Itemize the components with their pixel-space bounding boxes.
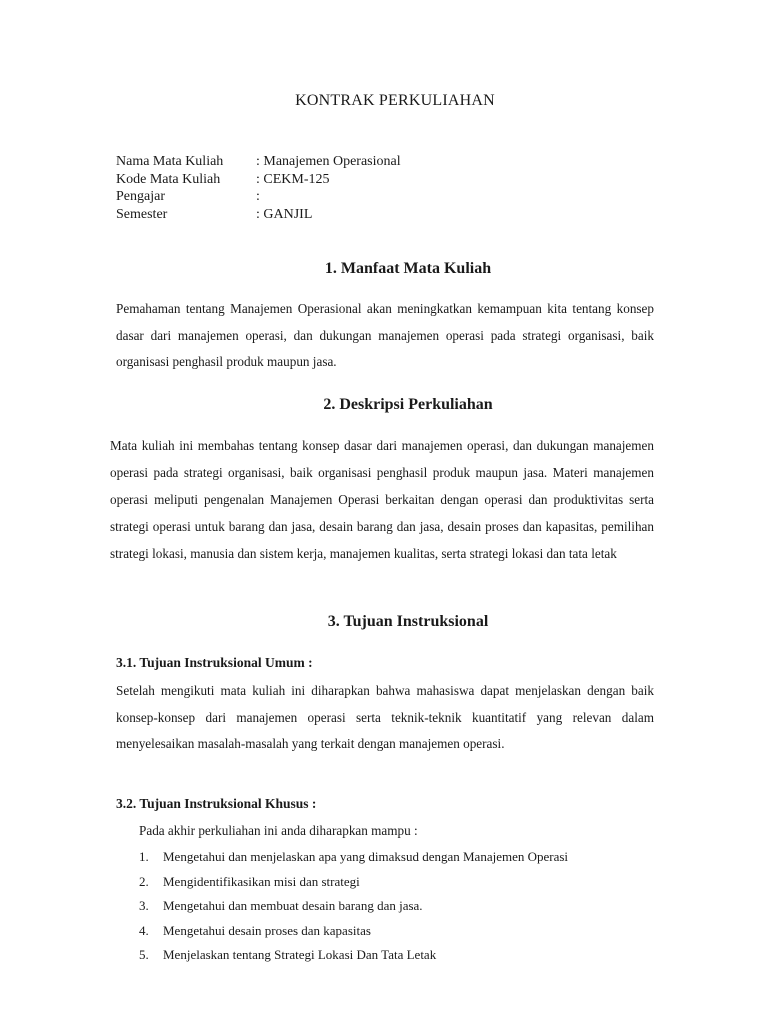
info-row-course-name <box>116 153 401 171</box>
list-item-text: Mengetahui desain proses dan kapasitas <box>163 922 371 938</box>
info-label: Pengajar <box>116 189 165 204</box>
list-item-number: 5. <box>139 947 149 962</box>
list-item <box>139 943 568 968</box>
section-heading-description: 2. Deskripsi Perkuliahan <box>323 396 493 413</box>
info-label: Kode Mata Kuliah <box>116 171 221 187</box>
info-value <box>256 188 260 206</box>
section-text-description: Mata kuliah ini membahas tentang konsep dasar dari manajemen operasi, dan dukungan manajemen operasi pada strategi organisasi, baik organisasi penghasil produk maupun jasa. Materi manajemen operasi meliputi pengenalan Manajemen Operasi berkaitan dengan operasi dan produktivitas serta strategi operasi untuk barang dan jasa, desain barang dan jasa, desain proses dan kapasitas, pemilihan strategi lokasi, manusia dan sistem kerja, manajemen kualitas, serta strategi lokasi dan tata letak <box>110 438 654 561</box>
list-item <box>139 894 568 919</box>
section-heading-benefits: 1. Manfaat Mata Kuliah <box>324 260 492 277</box>
subsection-intro-specific: Pada akhir perkuliahan ini anda diharapkan mampu : <box>139 823 418 838</box>
info-value: : GANJIL <box>256 206 312 224</box>
subsection-heading-general: 3.1. Tujuan Instruksional Umum : <box>116 655 313 670</box>
list-item-text: Mengidentifikasikan misi dan strategi <box>163 873 360 889</box>
course-info <box>116 153 401 223</box>
list-item-number: 2. <box>139 873 149 889</box>
info-value: : CEKM-125 <box>256 171 330 189</box>
section-heading-objectives: 3. Tujuan Instruksional <box>327 613 489 630</box>
list-item <box>139 845 568 870</box>
document-title: KONTRAK PERKULIAHAN <box>295 92 495 109</box>
info-row-lecturer <box>116 188 401 206</box>
info-label: Semester <box>116 206 168 222</box>
info-label: Nama Mata Kuliah <box>116 154 224 169</box>
list-item <box>139 919 568 944</box>
info-value: : Manajemen Operasional <box>256 153 401 171</box>
subsection-heading-specific: 3.2. Tujuan Instruksional Khusus : <box>116 796 317 811</box>
info-row-course-code <box>116 171 401 189</box>
list-item-text: Menjelaskan tentang Strategi Lokasi Dan Tata Letak <box>163 947 437 962</box>
objectives-list <box>139 845 568 968</box>
list-item-text: Mengetahui dan menjelaskan apa yang dimaksud dengan Manajemen Operasi <box>163 849 569 864</box>
list-item-text: Mengetahui dan membuat desain barang dan jasa. <box>163 898 423 913</box>
list-item <box>139 870 568 895</box>
info-row-semester <box>116 206 401 224</box>
list-item-number: 3. <box>139 898 149 913</box>
section-text-benefits: Pemahaman tentang Manajemen Operasional akan meningkatkan kemampuan kita tentang konsep dasar dari manajemen operasi, dan dukungan manajemen operasi pada strategi organisasi, baik organisasi penghasil produk maupun jasa. <box>116 301 654 369</box>
list-item-number: 1. <box>139 849 149 864</box>
subsection-text-general: Setelah mengikuti mata kuliah ini diharapkan bahwa mahasiswa dapat menjelaskan dengan baik konsep-konsep dari manajemen operasi serta teknik-teknik kuantitatif yang relevan dalam menyelesaikan masalah-masalah yang terkait dengan manajemen operasi. <box>116 683 654 751</box>
list-item-number: 4. <box>139 922 149 938</box>
